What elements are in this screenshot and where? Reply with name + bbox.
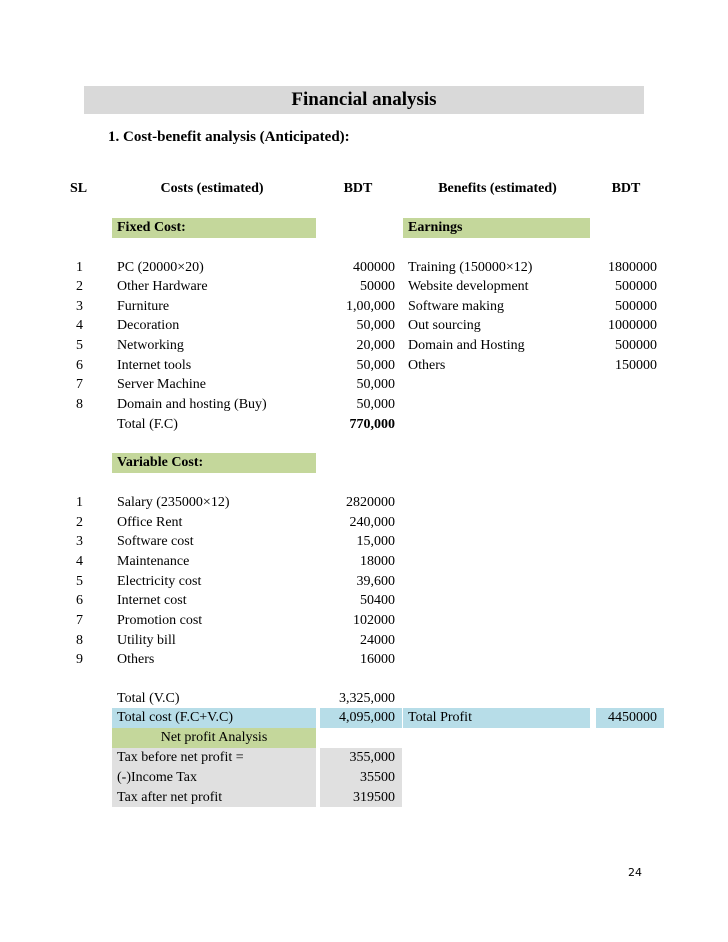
row-sl: 7: [76, 613, 83, 628]
net-profit-value: 35500: [360, 770, 395, 785]
row-bdt: 50000: [360, 279, 395, 294]
row-sl: 2: [76, 515, 83, 530]
page-number: 24: [628, 866, 642, 879]
row-item: Internet tools: [117, 358, 192, 373]
row-item: Networking: [117, 338, 184, 353]
row-item: Software cost: [117, 534, 194, 549]
fixed-cost-label: Fixed Cost:: [117, 220, 186, 235]
row-sl: 8: [76, 397, 83, 412]
row-item: Others: [117, 652, 155, 667]
row-item: Utility bill: [117, 633, 176, 648]
row-item: Server Machine: [117, 377, 207, 392]
row-sl: 4: [76, 318, 83, 333]
row-item: Office Rent: [117, 515, 183, 530]
row-sl: 4: [76, 554, 83, 569]
earnings-label: Earnings: [408, 220, 463, 235]
row-sl: 8: [76, 633, 83, 648]
page-title: Financial analysis: [291, 89, 437, 110]
row-sl: 5: [76, 338, 83, 353]
row-sl: 2: [76, 279, 83, 294]
row-bdt: 20,000: [356, 338, 395, 353]
row-item: Maintenance: [117, 554, 190, 569]
earning-bdt: 1000000: [608, 318, 657, 333]
row-sl: 6: [76, 593, 83, 608]
earning-bdt: 150000: [615, 358, 657, 373]
earning-bdt: 1800000: [608, 260, 657, 275]
row-item: Domain and hosting (Buy): [117, 397, 267, 412]
total-profit-value: 4450000: [608, 710, 657, 725]
row-item: Electricity cost: [117, 574, 202, 589]
row-item: Furniture: [117, 299, 170, 314]
earning-bdt: 500000: [615, 279, 657, 294]
total-vc-value: 3,325,000: [339, 691, 395, 706]
total-cost-value: 4,095,000: [339, 710, 395, 725]
variable-cost-label: Variable Cost:: [117, 455, 204, 470]
net-profit-label: Net profit Analysis: [160, 730, 268, 745]
row-sl: 7: [76, 377, 83, 392]
earning-item: Out sourcing: [408, 318, 481, 333]
row-bdt: 39,600: [356, 574, 395, 589]
row-bdt: 50,000: [356, 377, 395, 392]
total-profit-label: Total Profit: [408, 710, 472, 725]
row-bdt: 50400: [360, 593, 395, 608]
row-item: Promotion cost: [117, 613, 203, 628]
total-fc-value: 770,000: [349, 417, 395, 432]
net-profit-item: Tax after net profit: [117, 790, 223, 805]
section-heading: 1. Cost-benefit analysis (Anticipated):: [108, 129, 350, 145]
row-item: Other Hardware: [117, 279, 208, 294]
row-bdt: 50,000: [356, 318, 395, 333]
net-profit-value: 355,000: [349, 750, 395, 765]
row-bdt: 102000: [353, 613, 395, 628]
total-cost-label: Total cost (F.C+V.C): [117, 710, 233, 725]
row-bdt: 16000: [360, 652, 395, 667]
row-sl: 6: [76, 358, 83, 373]
net-profit-value: 319500: [353, 790, 395, 805]
row-bdt: 15,000: [356, 534, 395, 549]
row-bdt: 50,000: [356, 358, 395, 373]
total-fc-label: Total (F.C): [117, 417, 178, 432]
row-bdt: 400000: [353, 260, 395, 275]
row-item: PC (20000×20): [117, 260, 204, 275]
earning-item: Software making: [408, 299, 505, 314]
row-sl: 5: [76, 574, 83, 589]
row-bdt: 50,000: [356, 397, 395, 412]
header-sl: SL: [70, 181, 88, 196]
header-bdt-benefit: BDT: [611, 181, 641, 196]
earning-item: Training (150000×12): [408, 260, 533, 275]
row-bdt: 18000: [360, 554, 395, 569]
header-bdt-cost: BDT: [343, 181, 373, 196]
row-bdt: 1,00,000: [346, 299, 395, 314]
row-sl: 1: [76, 260, 83, 275]
row-item: Decoration: [117, 318, 180, 333]
earning-item: Website development: [408, 279, 529, 294]
row-sl: 1: [76, 495, 83, 510]
header-benefits: Benefits (estimated): [438, 181, 557, 196]
row-bdt: 2820000: [346, 495, 395, 510]
row-sl: 9: [76, 652, 83, 667]
row-sl: 3: [76, 299, 83, 314]
total-vc-label: Total (V.C): [117, 691, 180, 706]
row-bdt: 240,000: [349, 515, 395, 530]
earning-item: Domain and Hosting: [408, 338, 525, 353]
header-costs: Costs (estimated): [160, 181, 264, 196]
earning-bdt: 500000: [615, 299, 657, 314]
net-profit-item: (-)Income Tax: [117, 770, 198, 785]
row-item: Salary (235000×12): [117, 495, 230, 510]
row-item: Internet cost: [117, 593, 187, 608]
earning-item: Others: [408, 358, 446, 373]
net-profit-item: Tax before net profit =: [117, 750, 244, 765]
row-sl: 3: [76, 534, 83, 549]
earning-bdt: 500000: [615, 338, 657, 353]
row-bdt: 24000: [360, 633, 395, 648]
